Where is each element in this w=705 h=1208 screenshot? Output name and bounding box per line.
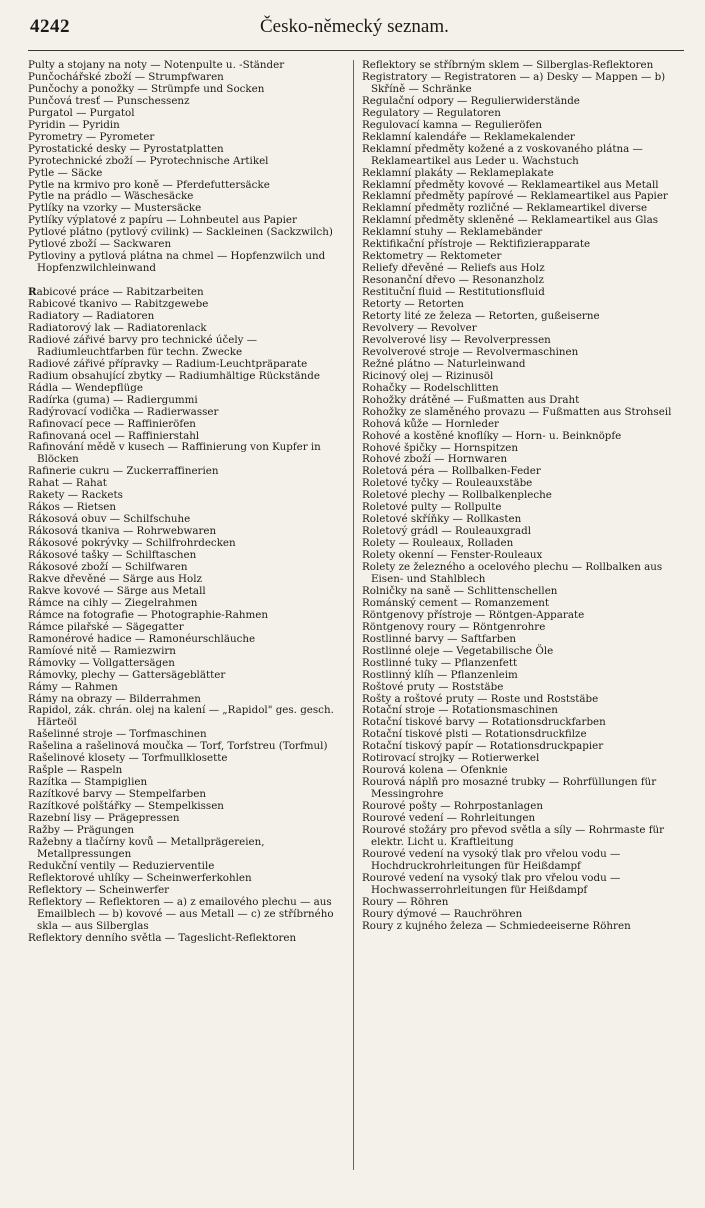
dictionary-entry: Purgatol — Purgatol [28,106,135,119]
dictionary-entry: Radiové zářivé přípravky — Radium-Leuchtpräparate [28,357,308,370]
dictionary-entry: Pytlíky na vzorky — Mustersäcke [28,202,202,215]
dictionary-entry: Reklamní předměty rozličné — Reklameartikel diverse [362,202,648,215]
dictionary-entry: Ramonérové hadice — Ramonéurschläuche [28,632,256,645]
dictionary-entry: Reklamní stuhy — Reklamebänder [362,226,543,239]
header-rule [28,50,684,51]
dictionary-entry: Rákosová tkaniva — Rohrwebwaren [28,525,217,538]
dictionary-entry: Rourové vedení na vysoký tlak pro vřelou vodu — Hochwasserrohrleitungen für Heißdampf [362,871,624,896]
dictionary-entry: Rámovky — Vollgattersägen [28,656,175,669]
dictionary-entry: Pulty a stojany na noty — Notenpulte u. -Ständer [28,59,285,71]
dictionary-entry: Reflektory — Reflektoren — a) z emailového plechu — aus Emailblech — b) kovové — aus Metall — c) ze stříbrného skla — aus Silberglas [28,895,337,932]
dictionary-entry: Rourové vedení — Rohrleitungen [362,812,536,825]
dictionary-entry: Rakve dřevěné — Särge aus Holz [28,572,202,585]
dictionary-entry: Rolety okenní — Fenster-Rouleaux [362,549,543,562]
dictionary-entry: Rašple — Raspeln [28,764,123,777]
dictionary-entry: Rákos — Rietsen [28,501,116,514]
dictionary-entry: Rohožky ze slaměného provazu — Fußmatten aus Strohseil [362,405,672,418]
page-header [30,16,685,40]
dictionary-entry: Röntgenovy roury — Röntgenrohre [362,620,546,633]
dictionary-entry: Retorty — Retorten [362,298,464,311]
dictionary-entry: Rohové a kostěné knoflíky — Horn- u. Beinknöpfe [362,429,622,442]
dictionary-entry: Radiatory — Radiatoren [28,310,155,322]
dictionary-entry: Rafinování mědě v kusech — Raffinierung von Kupfer in Blöcken [28,441,325,466]
dictionary-entry: Rolničky na saně — Schlittenschellen [362,584,558,597]
page-title: Česko-německý seznam. [260,16,449,37]
dictionary-entry: Režné plátno — Naturleinwand [362,357,526,370]
dictionary-entry: Revolvery — Revolver [362,321,477,334]
dictionary-entry: Rákosové zboží — Schilfwaren [28,561,188,574]
dictionary-entry: Regulatory — Regulatoren [362,106,501,119]
dictionary-entry: Rektifikační přístroje — Rektifizierapparate [362,238,591,251]
dictionary-entry: Rabicové práce — Rabitzarbeiten [28,286,204,299]
dictionary-entry: Rafinovaná ocel — Raffinierstahl [28,429,200,442]
dictionary-entry: Rašelinné stroje — Torfmaschinen [28,728,207,741]
dictionary-entry: Reklamní předměty skleněné — Reklameartikel aus Glas [362,214,659,227]
dictionary-entry: Rourové pošty — Rohrpostanlagen [362,800,543,813]
dictionary-entry: Rákosové tašky — Schilftaschen [28,549,197,562]
dictionary-entry: Rektometry — Rektometer [362,250,502,263]
dictionary-entry: Pytlové zboží — Sackwaren [28,238,172,251]
dictionary-entry: Pyrotechnické zboží — Pyrotechnische Artikel [28,154,269,167]
dictionary-entry: Roletové skříňky — Rollkasten [362,513,522,526]
dictionary-entry: Rafinerie cukru — Zuckerraffinerien [28,465,219,478]
dictionary-entry: Regulovací kamna — Regulieröfen [362,118,543,131]
dictionary-entry: Razební lisy — Prägepressen [28,812,180,825]
dictionary-entry: Retorty lité ze železa — Retorten, gußeiserne [362,310,600,323]
dictionary-entry: Reflektory — Scheinwerfer [28,883,170,896]
dictionary-entry: Reklamní plakáty — Reklameplakate [362,166,554,179]
dictionary-entry: Reklamní předměty papírové — Reklameartikel aus Papier [362,190,668,203]
dictionary-entry: Rotační tiskové barvy — Rotationsdruckfarben [362,716,606,729]
dictionary-entry: Reklamní předměty kovové — Reklameartikel aus Metall [362,178,659,191]
dictionary-entry: Rošty a roštové pruty — Roste und Roststäbe [362,692,599,705]
dictionary-entry: Rohožky drátěné — Fußmatten aus Draht [362,393,580,406]
dictionary-entry: Rámce pilařské — Sägegatter [28,620,184,633]
dictionary-entry: Revolverové stroje — Revolvermaschinen [362,345,579,358]
dictionary-entry: Radírka (guma) — Radiergummi [28,393,198,406]
dictionary-entry: Pytlíky výplatové z papíru — Lohnbeutel aus Papier [28,214,297,227]
dictionary-entry: Rotační tiskové plsti — Rotationsdruckfilze [362,728,587,741]
dictionary-entry: Rámce na fotografie — Photographie-Rahmen [28,608,268,621]
dictionary-entry: Rotační tiskový papír — Rotationsdruckpapier [362,740,604,753]
dictionary-entry: Razítkové barvy — Stempelfarben [28,788,206,801]
dictionary-entry: Roletové tyčky — Rouleauxstäbe [362,477,533,490]
dictionary-entry: Rašelinové klosety — Torfmullklosette [28,752,228,765]
page-number: 4242 [30,16,70,37]
dictionary-entry: Reflektorové uhlíky — Scheinwerferkohlen [28,871,252,884]
dictionary-entry: Rohové zboží — Hornwaren [362,453,508,466]
dictionary-entry: Roletová péra — Rollbalken-Feder [362,465,541,478]
dictionary-entry: Ražebny a tlačírny kovů — Metallprägereien, Metallpressungen [28,835,268,860]
dictionary-entry: Rámovky, plechy — Gattersägeblätter [28,668,226,681]
dictionary-entry: Roury dýmové — Rauchröhren [362,907,523,920]
dictionary-entry: Rakve kovové — Särge aus Metall [28,584,206,597]
dictionary-entry: Ramíové nitě — Ramiezwirn [28,644,176,657]
dictionary-entry: Resonanční dřevo — Resonanzholz [362,274,544,287]
dictionary-entry: Punčová tresť — Punschessenz [28,94,190,107]
dictionary-entry: Regulační odpory — Regulierwiderstände [362,94,580,107]
dictionary-entry: Roletový grádl — Rouleauxgradl [362,525,532,538]
dictionary-entry: Reklamní předměty kožené a z voskovaného plátna — Reklameartikel aus Leder u. Wachstuch [362,142,647,167]
dictionary-entry: Pytloviny a pytlová plátna na chmel — Hopfenzwilch und Hopfenzwilchleinwand [28,250,329,275]
right-column [362,60,684,933]
dictionary-entry: Rotační stroje — Rotationsmaschinen [362,704,558,717]
dictionary-entry: Románský cement — Romanzement [362,596,550,609]
dictionary-entry: Rahat — Rahat [28,477,107,490]
dictionary-entry: Roletové pulty — Rollpulte [362,501,502,514]
dictionary-entry: Rašelina a rašelinová moučka — Torf, Torfstreu (Torfmul) [28,740,328,753]
dictionary-entry: Punčochy a ponožky — Strümpfe und Socken [28,82,265,95]
dictionary-entry: Rámce na cihly — Ziegelrahmen [28,596,198,609]
dictionary-entry: Roletové plechy — Rollbalkenpleche [362,489,552,502]
dictionary-entry: Punčochářské zboží — Strumpfwaren [28,70,224,83]
dictionary-entry: Rourová kolena — Ofenknie [362,764,508,777]
dictionary-entry: Röntgenovy přístroje — Röntgen-Apparate [362,608,585,621]
dictionary-entry: Ražby — Prägungen [28,823,134,836]
dictionary-entry: Rapidol, zák. chrán. olej na kalení — „Rapidol" ges. gesch. Härteöl [28,704,338,729]
dictionary-entry: Pytle — Säcke [28,166,103,179]
dictionary-entry: Rostlinné barvy — Saftfarben [362,632,517,645]
dictionary-entry: Pyrostatické desky — Pyrostatplatten [28,142,224,155]
dictionary-entry: Rohová kůže — Hornleder [362,417,499,430]
dictionary-entry: Pyrometry — Pyrometer [28,130,155,143]
dictionary-entry: Radiatorový lak — Radiatorenlack [28,321,207,334]
dictionary-entry: Revolverové lisy — Revolverpressen [362,333,551,346]
dictionary-entry: Roštové pruty — Roststäbe [362,680,504,693]
dictionary-entry: Radýrovací vodička — Radierwasser [28,405,219,418]
dictionary-entry: Restituční fluid — Restitutionsfluid [362,286,545,299]
dictionary-entry: Rámy na obrazy — Bilderrahmen [28,692,201,705]
dictionary-entry: Rourové vedení na vysoký tlak pro vřelou vodu — Hochdruckrohrleitungen für Heißdampf [362,847,624,872]
dictionary-entry: Pytlové plátno (pytlový cvilink) — Sackleinen (Sackzwilch) [28,226,333,239]
dictionary-entry: Rolety ze železného a ocelového plechu — Rollbalken aus Eisen- und Stahlblech [362,561,666,585]
dictionary-entry: Reflektory denního světla — Tageslicht-Reflektoren [28,931,297,944]
dictionary-entry: Rafinovací pece — Raffinieröfen [28,417,196,430]
dictionary-entry: Rohové špičky — Hornspitzen [362,441,518,454]
dictionary-entry: Roury z kujného železa — Schmiedeeiserne Röhren [362,919,631,932]
dictionary-entry: Redukční ventily — Reduzierventile [28,859,215,872]
dictionary-entry: Roury — Röhren [362,895,449,908]
dictionary-entry: Registratory — Registratoren — a) Desky — Mappen — b) Skříně — Schränke [362,70,669,95]
dictionary-entry: Pytle na krmivo pro koně — Pferdefuttersäcke [28,178,270,191]
dictionary-entry: Reklamní kalendáře — Reklamekalender [362,130,575,143]
dictionary-entry: Reliefy dřevěné — Reliefs aus Holz [362,262,545,275]
dictionary-entry: Reflektory se stříbrným sklem — Silberglas-Reflektoren [362,59,654,71]
dictionary-entry: Rostlinné tuky — Pflanzenfett [362,656,518,669]
dictionary-entry: Rourová náplň pro mosazné trubky — Rohrfüllungen für Messingrohre [362,776,660,801]
dictionary-entry: Razítkové polštářky — Stempelkissen [28,800,224,813]
dictionary-entry: Rakety — Rackets [28,489,123,502]
dictionary-entry: Rotirovací strojky — Rotierwerkel [362,752,540,765]
dictionary-entry: Radiové zářivé barvy pro technické účely — Radiumleuchtfarben für techn. Zwecke [28,333,261,358]
dictionary-entry: Rostlinný klíh — Pflanzenleim [362,668,518,681]
dictionary-entry: Pytle na prádlo — Wäschesäcke [28,190,194,203]
dictionary-entry: Rabicové tkanivo — Rabitzgewebe [28,298,209,311]
column-divider [353,60,354,1170]
dictionary-entry: Rákosová obuv — Schilfschuhe [28,513,191,526]
dictionary-entry: Rohačky — Rodelschlitten [362,381,499,394]
dictionary-entry: Ricinový olej — Rizinusöl [362,369,494,382]
dictionary-entry: Radium obsahující zbytky — Radiumhältige Rückstände [28,369,320,382]
dictionary-entry: Rostlinné oleje — Vegetabilische Öle [362,644,554,657]
dictionary-entry: Pyridin — Pyridin [28,118,120,131]
dictionary-entry: Rolety — Rouleaux, Rolladen [362,537,514,550]
dictionary-entry: Rámy — Rahmen [28,680,118,693]
dictionary-entry: Rákosové pokrývky — Schilfrohrdecken [28,537,236,550]
dictionary-entry: Rourové stožáry pro převod světla a síly — Rohrmaste für elektr. Licht u. Kraftleitung [362,824,668,848]
dictionary-entry: Razítka — Stampiglien [28,776,148,789]
dictionary-entry: Rádla — Wendepflüge [28,381,143,394]
left-column [28,60,350,945]
